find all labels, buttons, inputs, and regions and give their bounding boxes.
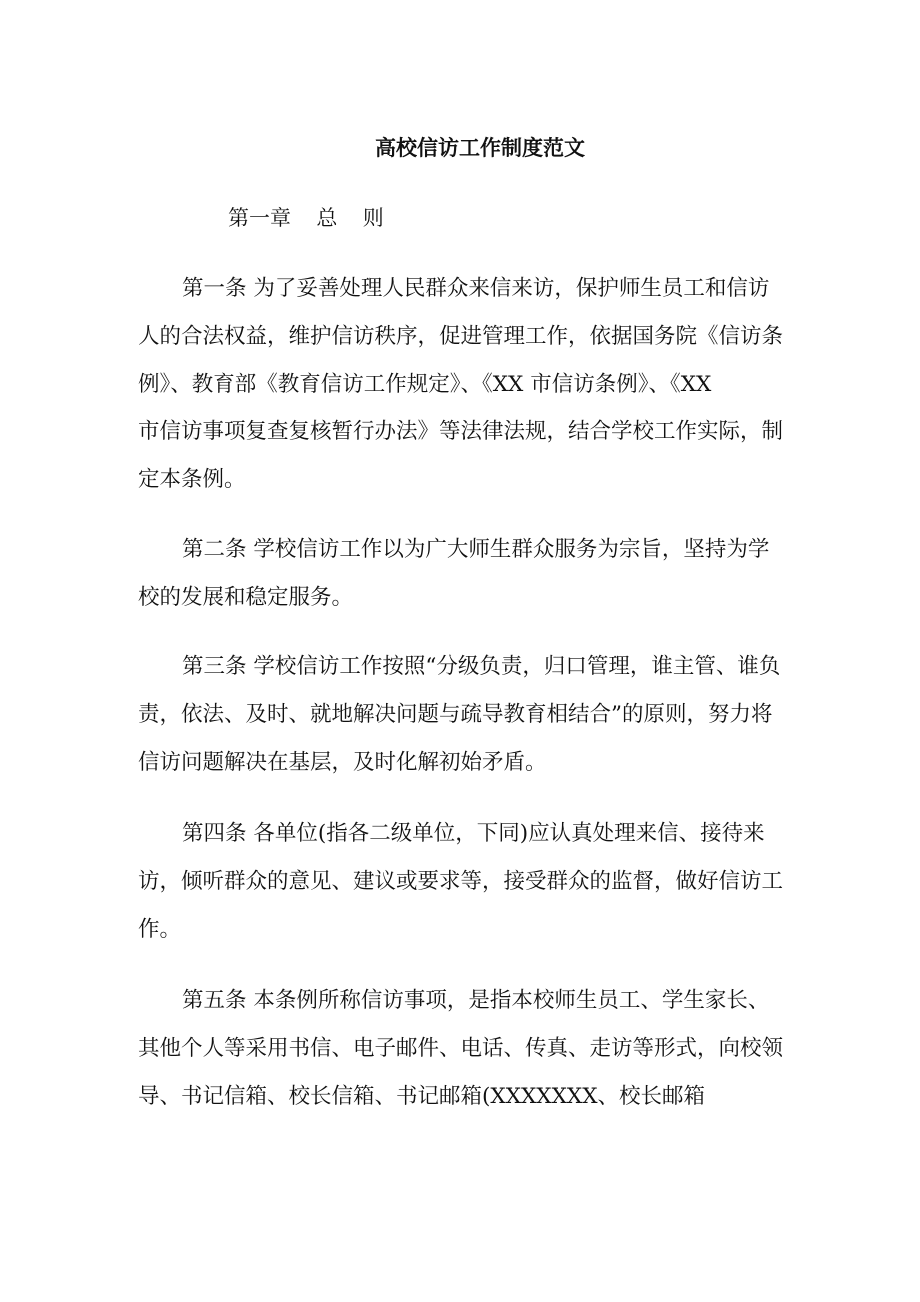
article-1 [138, 265, 798, 504]
article-line: 第四条 各单位(指各二级单位，下同)应认真处理来信、接待来 [182, 821, 765, 846]
article-2 [138, 526, 798, 622]
article-line: 导、书记信箱、校长信箱、书记邮箱(XXXXXXX、校长邮箱 [138, 1083, 706, 1109]
article-line: 校的发展和稳定服务。 [138, 584, 354, 610]
article-line: 人的合法权益，维护信访秩序，促进管理工作，依据国务院《信访条 [138, 323, 784, 349]
article-line: 信访问题解决在基层，及时化解初始矛盾。 [138, 749, 547, 775]
article-line: 作。 [138, 916, 182, 942]
article-line: 第一条 为了妥善处理人民群众来信来访，保护师生员工和信访 [182, 276, 770, 301]
article-line: 第三条 学校信访工作按照“分级负责，归口管理，谁主管、谁负 [182, 654, 781, 679]
article-line: 访，倾听群众的意见、建议或要求等，接受群众的监督，做好信访工 [138, 868, 784, 894]
article-3 [138, 643, 798, 786]
article-line: 责，依法、及时、就地解决问题与疏导教育相结合”的原则，努力将 [138, 701, 773, 727]
article-line: 其他个人等采用书信、电子邮件、电话、传真、走访等形式，向校领 [138, 1035, 784, 1061]
document-title: 高校信访工作制度范文 [375, 135, 585, 160]
article-line: 市信访事项复查复核暂行办法》等法律法规，结合学校工作实际，制 [138, 419, 784, 445]
article-4 [138, 810, 798, 953]
article-5 [138, 977, 798, 1120]
article-line: 第二条 学校信访工作以为广大师生群众服务为宗旨，坚持为学 [182, 537, 770, 562]
article-line: 定本条例。 [138, 467, 246, 493]
article-line: 例》、教育部《教育信访工作规定》、《XX 市信访条例》、《XX [138, 371, 712, 397]
article-line: 第五条 本条例所称信访事项，是指本校师生员工、学生家长、 [182, 988, 770, 1013]
chapter-heading: 第一章 总 则 [228, 206, 384, 230]
